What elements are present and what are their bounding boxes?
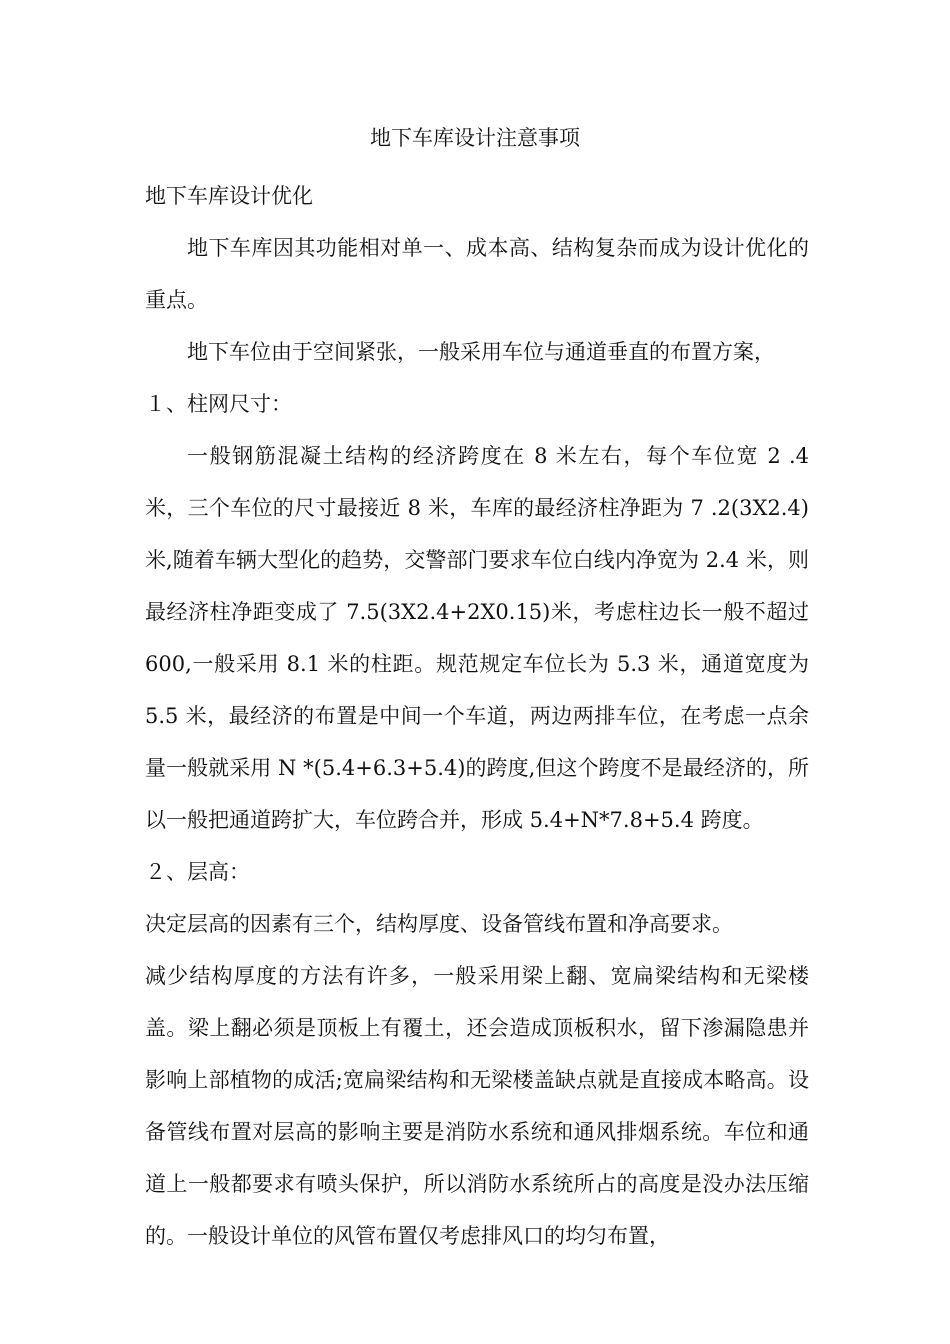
paragraph-column-grid: 一般钢筋混凝土结构的经济跨度在 8 米左右，每个车位宽 2 .4 米，三个车位的尺寸最接近 8 米，车库的最经济柱净距为 7 .2(3X2.4)米,随着车辆大型化的趋势，交警部门要求车位白线内净宽为 2.4 米，则最经济柱净距变成了 7.5(3X2.4+2X0.15)米，考虑柱边长一般不超过 600,一般采用 8.1 米的柱距。规范规定车位长为 5.3 米，通道宽度为 5.5 米，最经济的布置是中间一个车道，两边两排车位，在考虑一点余量一般就采用 N *(5.4+6.3+5.4)的跨度,但这个跨度不是最经济的，所以一般把通道跨扩大，车位跨合并，形成 5.4+N*7.8+5.4 跨度。: [145, 444, 809, 832]
paragraph-subtitle: 地下车库设计优化: [145, 184, 313, 208]
paragraph-structure-thickness: 减少结构厚度的方法有许多，一般采用梁上翻、宽扁梁结构和无梁楼盖。梁上翻必须是顶板上有覆土，还会造成顶板积水，留下渗漏隐患并影响上部植物的成活;宽扁梁结构和无梁楼盖缺点就是直接成本略高。设备管线布置对层高的影响主要是消防水系统和通风排烟系统。车位和通道上一般都要求有喷头保护，所以消防水系统所占的高度是没办法压缩的。一般设计单位的风管布置仅考虑排风口的均匀布置，: [145, 964, 809, 1248]
paragraph-intro: 地下车库因其功能相对单一、成本高、结构复杂而成为设计优化的重点。: [145, 236, 809, 312]
section-heading-floor-height: ２、层高：: [145, 860, 250, 884]
paragraph-layout: 地下车位由于空间紧张，一般采用车位与通道垂直的布置方案，: [187, 340, 775, 364]
section-heading-column-grid: １、柱网尺寸：: [145, 392, 292, 416]
document-body: [145, 170, 809, 1262]
document-title: 地下车库设计注意事项: [370, 126, 580, 150]
paragraph-height-factors: 决定层高的因素有三个，结构厚度、设备管线布置和净高要求。: [145, 912, 733, 936]
